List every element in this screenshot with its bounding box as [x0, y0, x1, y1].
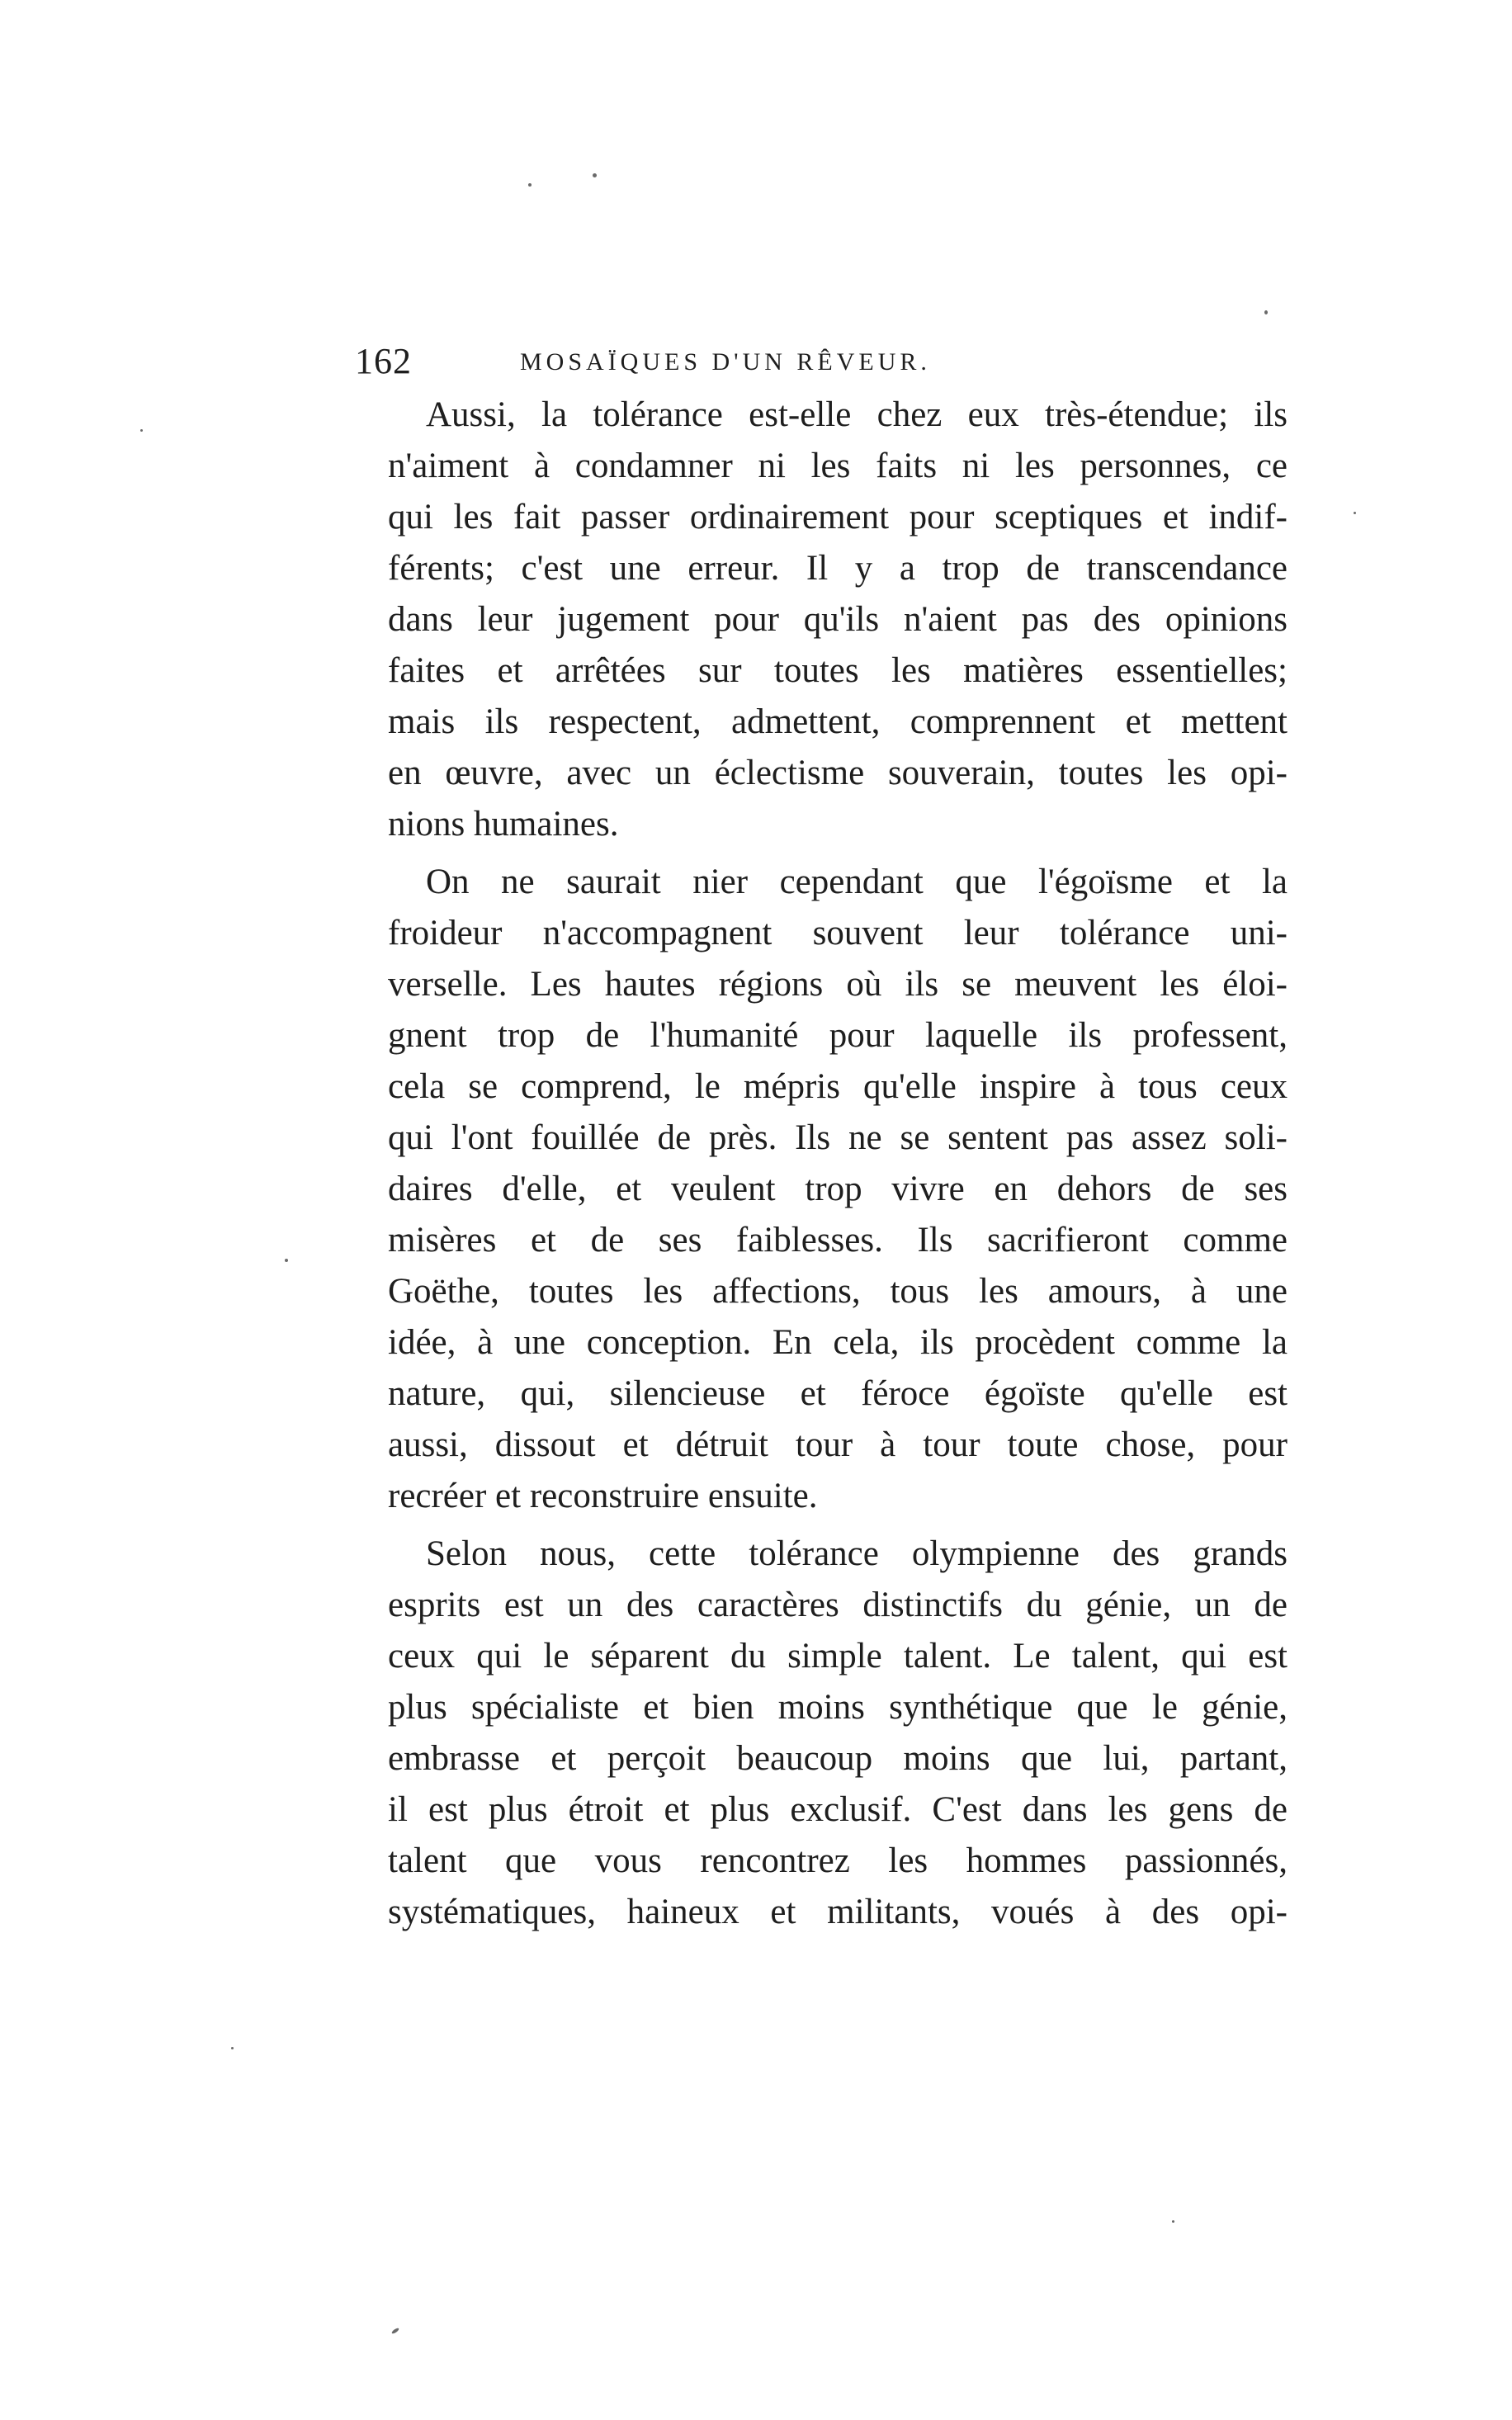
scan-speck	[1354, 512, 1356, 514]
scan-speck	[528, 183, 532, 187]
page-header	[355, 337, 1288, 386]
text-line: gnent trop de l'humanité pour laquelle ils professent,	[388, 1016, 1288, 1055]
text-line: systématiques, haineux et militants, voués à des opi-	[388, 1893, 1288, 1931]
text-line: Selon nous, cette tolérance olympienne des grands	[426, 1534, 1288, 1573]
paragraph-1	[388, 390, 1288, 850]
scan-speck	[140, 429, 143, 432]
text-line: recréer et reconstruire ensuite.	[388, 1477, 818, 1515]
text-line: qui l'ont fouillée de près. Ils ne se sentent pas assez soli-	[388, 1118, 1288, 1157]
text-line: dans leur jugement pour qu'ils n'aient pas des opinions	[388, 600, 1288, 639]
text-line: aussi, dissout et détruit tour à tour toute chose, pour	[388, 1425, 1288, 1464]
scan-speck	[1172, 2220, 1174, 2223]
text-line: nions humaines.	[388, 805, 619, 844]
text-line: Goëthe, toutes les affections, tous les amours, à une	[388, 1272, 1288, 1311]
text-line: idée, à une conception. En cela, ils procèdent comme la	[388, 1323, 1288, 1362]
paragraph-2	[388, 857, 1288, 1522]
text-line: talent que vous rencontrez les hommes passionnés,	[388, 1841, 1288, 1880]
text-line: cela se comprend, le mépris qu'elle inspire à tous ceux	[388, 1067, 1288, 1106]
text-line: ceux qui le séparent du simple talent. Le talent, qui est	[388, 1637, 1288, 1676]
page-number: 162	[355, 341, 412, 381]
text-line: en œuvre, avec un éclectisme souverain, toutes les opi-	[388, 754, 1288, 792]
text-line: qui les fait passer ordinairement pour sceptiques et indif-	[388, 498, 1288, 536]
text-line: embrasse et perçoit beaucoup moins que lui, partant,	[388, 1739, 1288, 1778]
text-line: il est plus étroit et plus exclusif. C'est dans les gens de	[388, 1790, 1288, 1829]
text-line: froideur n'accompagnent souvent leur tolérance uni-	[388, 914, 1288, 952]
scan-speck	[285, 1259, 288, 1262]
text-line: mais ils respectent, admettent, comprennent et mettent	[388, 702, 1288, 741]
paragraph-3	[388, 1529, 1288, 1938]
text-line: On ne saurait nier cependant que l'égoïsme et la	[426, 863, 1288, 901]
text-line: faites et arrêtées sur toutes les matières essentielles;	[388, 651, 1288, 690]
scan-speck	[593, 173, 597, 177]
text-line: n'aiment à condamner ni les faits ni les personnes, ce	[388, 447, 1288, 485]
body-text	[388, 390, 1288, 1938]
scan-speck	[1264, 310, 1268, 314]
scan-speck	[391, 2327, 399, 2334]
text-line: misères et de ses faiblesses. Ils sacrifieront comme	[388, 1221, 1288, 1260]
text-line: daires d'elle, et veulent trop vivre en dehors de ses	[388, 1170, 1288, 1208]
running-head: MOSAÏQUES D'UN RÊVEUR.	[520, 348, 931, 376]
text-line: verselle. Les hautes régions où ils se meuvent les éloi-	[388, 965, 1288, 1004]
text-line: férents; c'est une erreur. Il y a trop de transcendance	[388, 549, 1288, 588]
scan-speck	[231, 2047, 234, 2049]
text-line: Aussi, la tolérance est-elle chez eux très-étendue; ils	[426, 395, 1288, 434]
text-line: esprits est un des caractères distinctifs du génie, un de	[388, 1586, 1288, 1624]
text-line: nature, qui, silencieuse et féroce égoïste qu'elle est	[388, 1374, 1288, 1413]
text-line: plus spécialiste et bien moins synthétique que le génie,	[388, 1688, 1288, 1727]
